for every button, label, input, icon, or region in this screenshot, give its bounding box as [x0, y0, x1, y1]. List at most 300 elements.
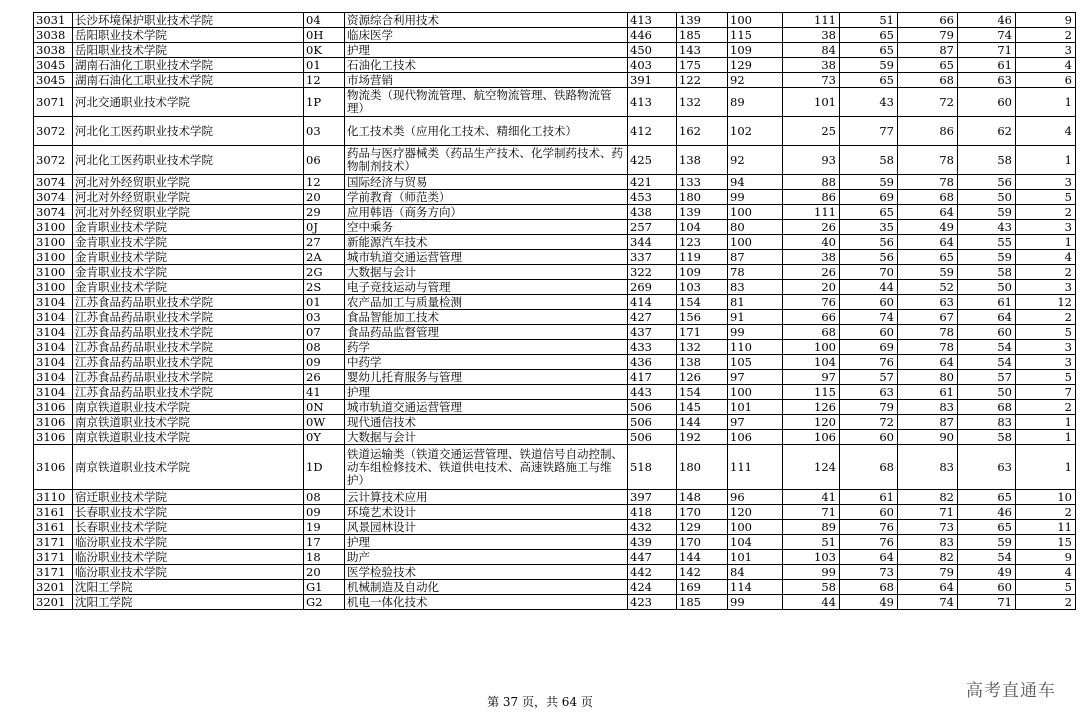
score-cell: 506	[628, 415, 677, 430]
school-code-cell: 3104	[34, 310, 73, 325]
score-cell: 438	[628, 205, 677, 220]
score-cell: 109	[677, 265, 728, 280]
table-row	[34, 580, 1076, 595]
school-code-cell: 3171	[34, 550, 73, 565]
score-cell: 63	[958, 73, 1016, 88]
count-cell: 1	[1016, 235, 1076, 250]
major-code-cell: 01	[304, 295, 345, 310]
table-row	[34, 505, 1076, 520]
major-code-cell: 20	[304, 565, 345, 580]
score-cell: 79	[898, 565, 958, 580]
score-cell: 64	[840, 550, 898, 565]
score-cell: 120	[783, 415, 840, 430]
major-code-cell: 08	[304, 340, 345, 355]
score-cell: 65	[958, 520, 1016, 535]
school-code-cell: 3106	[34, 445, 73, 490]
score-cell: 61	[840, 490, 898, 505]
score-cell: 40	[783, 235, 840, 250]
score-cell: 60	[958, 580, 1016, 595]
major-code-cell: 20	[304, 190, 345, 205]
table-row	[34, 175, 1076, 190]
score-cell: 56	[840, 235, 898, 250]
score-cell: 49	[958, 565, 1016, 580]
count-cell: 1	[1016, 88, 1076, 117]
school-code-cell: 3045	[34, 58, 73, 73]
score-cell: 432	[628, 520, 677, 535]
score-cell: 106	[783, 430, 840, 445]
count-cell: 3	[1016, 220, 1076, 235]
score-cell: 142	[677, 565, 728, 580]
score-cell: 100	[728, 205, 783, 220]
school-name-cell: 长春职业技术学院	[73, 505, 304, 520]
score-cell: 68	[958, 400, 1016, 415]
major-code-cell: 29	[304, 205, 345, 220]
count-cell: 2	[1016, 505, 1076, 520]
major-code-cell: 1D	[304, 445, 345, 490]
table-row	[34, 415, 1076, 430]
major-code-cell: 09	[304, 505, 345, 520]
major-name-cell: 医学检验技术	[345, 565, 628, 580]
score-cell: 70	[840, 265, 898, 280]
major-name-cell: 应用韩语（商务方向）	[345, 205, 628, 220]
score-cell: 73	[898, 520, 958, 535]
score-cell: 96	[728, 490, 783, 505]
school-code-cell: 3074	[34, 205, 73, 220]
score-cell: 433	[628, 340, 677, 355]
major-code-cell: 27	[304, 235, 345, 250]
score-cell: 427	[628, 310, 677, 325]
score-cell: 86	[898, 117, 958, 146]
school-name-cell: 宿迁职业技术学院	[73, 490, 304, 505]
count-cell: 2	[1016, 310, 1076, 325]
school-name-cell: 河北交通职业技术学院	[73, 88, 304, 117]
table-row	[34, 28, 1076, 43]
school-code-cell: 3106	[34, 415, 73, 430]
score-cell: 418	[628, 505, 677, 520]
table-row	[34, 13, 1076, 28]
score-cell: 162	[677, 117, 728, 146]
count-cell: 2	[1016, 400, 1076, 415]
score-cell: 185	[677, 595, 728, 610]
table-row	[34, 235, 1076, 250]
school-name-cell: 金肯职业技术学院	[73, 220, 304, 235]
score-cell: 104	[677, 220, 728, 235]
school-name-cell: 江苏食品药品职业技术学院	[73, 385, 304, 400]
score-cell: 61	[898, 385, 958, 400]
count-cell: 5	[1016, 325, 1076, 340]
table-row	[34, 73, 1076, 88]
score-cell: 518	[628, 445, 677, 490]
major-name-cell: 药学	[345, 340, 628, 355]
score-cell: 115	[783, 385, 840, 400]
score-cell: 57	[958, 370, 1016, 385]
score-cell: 35	[840, 220, 898, 235]
school-name-cell: 湖南石油化工职业技术学院	[73, 58, 304, 73]
school-name-cell: 江苏食品药品职业技术学院	[73, 355, 304, 370]
score-cell: 101	[728, 400, 783, 415]
score-cell: 100	[783, 340, 840, 355]
score-cell: 78	[898, 175, 958, 190]
score-cell: 73	[840, 565, 898, 580]
table-row	[34, 265, 1076, 280]
score-cell: 65	[840, 43, 898, 58]
score-cell: 97	[783, 370, 840, 385]
school-code-cell: 3106	[34, 430, 73, 445]
score-cell: 72	[898, 88, 958, 117]
score-cell: 171	[677, 325, 728, 340]
score-cell: 59	[958, 535, 1016, 550]
score-cell: 26	[783, 265, 840, 280]
score-cell: 56	[840, 250, 898, 265]
table-row	[34, 490, 1076, 505]
school-name-cell: 湖南石油化工职业技术学院	[73, 73, 304, 88]
school-code-cell: 3201	[34, 580, 73, 595]
score-cell: 138	[677, 355, 728, 370]
score-cell: 68	[898, 190, 958, 205]
major-code-cell: 19	[304, 520, 345, 535]
score-cell: 84	[783, 43, 840, 58]
score-cell: 61	[958, 58, 1016, 73]
major-code-cell: 41	[304, 385, 345, 400]
score-cell: 322	[628, 265, 677, 280]
major-name-cell: 药品与医疗器械类（药品生产技术、化学制药技术、药物制剂技术）	[345, 146, 628, 175]
count-cell: 15	[1016, 535, 1076, 550]
major-code-cell: 2G	[304, 265, 345, 280]
score-cell: 65	[840, 205, 898, 220]
count-cell: 1	[1016, 415, 1076, 430]
score-cell: 87	[898, 415, 958, 430]
score-cell: 403	[628, 58, 677, 73]
score-cell: 414	[628, 295, 677, 310]
score-cell: 46	[958, 505, 1016, 520]
score-cell: 59	[840, 175, 898, 190]
school-code-cell: 3038	[34, 28, 73, 43]
score-cell: 506	[628, 430, 677, 445]
school-name-cell: 河北对外经贸职业学院	[73, 190, 304, 205]
score-cell: 144	[677, 550, 728, 565]
score-cell: 68	[783, 325, 840, 340]
score-cell: 417	[628, 370, 677, 385]
score-cell: 58	[958, 146, 1016, 175]
score-cell: 106	[728, 430, 783, 445]
score-cell: 180	[677, 190, 728, 205]
table-row	[34, 325, 1076, 340]
school-name-cell: 临汾职业技术学院	[73, 535, 304, 550]
school-name-cell: 河北对外经贸职业学院	[73, 205, 304, 220]
table-row	[34, 88, 1076, 117]
score-cell: 143	[677, 43, 728, 58]
table-row	[34, 220, 1076, 235]
major-code-cell: 08	[304, 490, 345, 505]
school-name-cell: 南京铁道职业技术学院	[73, 400, 304, 415]
school-code-cell: 3171	[34, 535, 73, 550]
school-code-cell: 3104	[34, 355, 73, 370]
score-cell: 64	[898, 205, 958, 220]
score-cell: 51	[783, 535, 840, 550]
score-cell: 61	[958, 295, 1016, 310]
major-code-cell: 01	[304, 58, 345, 73]
major-name-cell: 电子竞技运动与管理	[345, 280, 628, 295]
school-name-cell: 岳阳职业技术学院	[73, 43, 304, 58]
score-cell: 138	[677, 146, 728, 175]
count-cell: 9	[1016, 13, 1076, 28]
score-cell: 175	[677, 58, 728, 73]
score-cell: 180	[677, 445, 728, 490]
score-cell: 74	[898, 595, 958, 610]
score-cell: 110	[728, 340, 783, 355]
score-cell: 79	[898, 28, 958, 43]
school-code-cell: 3072	[34, 117, 73, 146]
score-cell: 49	[898, 220, 958, 235]
count-cell: 5	[1016, 580, 1076, 595]
major-name-cell: 城市轨道交通运营管理	[345, 400, 628, 415]
admission-score-table	[33, 12, 1076, 610]
score-cell: 77	[840, 117, 898, 146]
score-cell: 62	[958, 117, 1016, 146]
table-row	[34, 595, 1076, 610]
major-name-cell: 市场营销	[345, 73, 628, 88]
score-cell: 60	[840, 430, 898, 445]
score-cell: 100	[728, 385, 783, 400]
score-cell: 100	[728, 520, 783, 535]
score-cell: 78	[728, 265, 783, 280]
score-cell: 145	[677, 400, 728, 415]
school-code-cell: 3104	[34, 385, 73, 400]
school-code-cell: 3110	[34, 490, 73, 505]
score-cell: 82	[898, 490, 958, 505]
school-name-cell: 金肯职业技术学院	[73, 235, 304, 250]
score-cell: 58	[783, 580, 840, 595]
major-code-cell: 07	[304, 325, 345, 340]
count-cell: 3	[1016, 340, 1076, 355]
score-cell: 100	[728, 235, 783, 250]
school-code-cell: 3100	[34, 280, 73, 295]
score-cell: 92	[728, 146, 783, 175]
major-code-cell: 12	[304, 73, 345, 88]
score-cell: 58	[840, 146, 898, 175]
major-name-cell: 农产品加工与质量检测	[345, 295, 628, 310]
school-code-cell: 3104	[34, 370, 73, 385]
watermark-text: 高考直通车	[966, 681, 1056, 701]
table-row	[34, 190, 1076, 205]
score-cell: 54	[958, 550, 1016, 565]
major-name-cell: 大数据与会计	[345, 265, 628, 280]
major-name-cell: 物流类（现代物流管理、航空物流管理、铁路物流管理）	[345, 88, 628, 117]
score-cell: 114	[728, 580, 783, 595]
major-name-cell: 护理	[345, 535, 628, 550]
score-cell: 54	[958, 355, 1016, 370]
school-name-cell: 沈阳工学院	[73, 580, 304, 595]
major-name-cell: 新能源汽车技术	[345, 235, 628, 250]
score-cell: 99	[728, 325, 783, 340]
major-code-cell: 0K	[304, 43, 345, 58]
score-cell: 80	[728, 220, 783, 235]
score-cell: 87	[728, 250, 783, 265]
score-cell: 78	[898, 325, 958, 340]
score-cell: 437	[628, 325, 677, 340]
table-row	[34, 520, 1076, 535]
major-code-cell: 0H	[304, 28, 345, 43]
score-cell: 103	[783, 550, 840, 565]
score-cell: 337	[628, 250, 677, 265]
count-cell: 6	[1016, 73, 1076, 88]
score-cell: 26	[783, 220, 840, 235]
score-cell: 105	[728, 355, 783, 370]
score-cell: 111	[783, 205, 840, 220]
major-code-cell: 17	[304, 535, 345, 550]
score-cell: 50	[958, 385, 1016, 400]
score-cell: 154	[677, 295, 728, 310]
score-cell: 100	[728, 13, 783, 28]
major-code-cell: G2	[304, 595, 345, 610]
score-cell: 60	[840, 505, 898, 520]
score-cell: 76	[840, 535, 898, 550]
score-cell: 425	[628, 146, 677, 175]
major-name-cell: 化工技术类（应用化工技术、精细化工技术）	[345, 117, 628, 146]
count-cell: 11	[1016, 520, 1076, 535]
school-name-cell: 江苏食品药品职业技术学院	[73, 295, 304, 310]
score-cell: 88	[783, 175, 840, 190]
count-cell: 7	[1016, 385, 1076, 400]
major-name-cell: 铁道运输类（铁道交通运营管理、铁道信号自动控制、动车组检修技术、铁道供电技术、高速铁路施工与维护）	[345, 445, 628, 490]
table-row	[34, 430, 1076, 445]
major-name-cell: 云计算技术应用	[345, 490, 628, 505]
school-name-cell: 南京铁道职业技术学院	[73, 430, 304, 445]
major-name-cell: 护理	[345, 43, 628, 58]
score-cell: 424	[628, 580, 677, 595]
score-cell: 122	[677, 73, 728, 88]
score-cell: 20	[783, 280, 840, 295]
count-cell: 3	[1016, 355, 1076, 370]
score-cell: 144	[677, 415, 728, 430]
score-cell: 126	[783, 400, 840, 415]
count-cell: 4	[1016, 58, 1076, 73]
major-code-cell: 0N	[304, 400, 345, 415]
score-cell: 50	[958, 190, 1016, 205]
score-cell: 59	[958, 250, 1016, 265]
score-cell: 66	[783, 310, 840, 325]
score-cell: 43	[958, 220, 1016, 235]
score-cell: 64	[958, 310, 1016, 325]
count-cell: 5	[1016, 370, 1076, 385]
major-name-cell: 学前教育（师范类）	[345, 190, 628, 205]
count-cell: 1	[1016, 445, 1076, 490]
school-name-cell: 临汾职业技术学院	[73, 550, 304, 565]
score-cell: 192	[677, 430, 728, 445]
school-code-cell: 3071	[34, 88, 73, 117]
major-name-cell: 食品药品监督管理	[345, 325, 628, 340]
major-name-cell: 临床医学	[345, 28, 628, 43]
score-cell: 148	[677, 490, 728, 505]
table-row	[34, 280, 1076, 295]
score-cell: 102	[728, 117, 783, 146]
school-name-cell: 河北化工医药职业技术学院	[73, 146, 304, 175]
score-cell: 78	[898, 146, 958, 175]
score-cell: 73	[783, 73, 840, 88]
school-code-cell: 3100	[34, 235, 73, 250]
score-cell: 423	[628, 595, 677, 610]
score-cell: 447	[628, 550, 677, 565]
school-name-cell: 长春职业技术学院	[73, 520, 304, 535]
score-cell: 101	[783, 88, 840, 117]
school-code-cell: 3074	[34, 190, 73, 205]
score-cell: 111	[783, 13, 840, 28]
page-footer: 第 37 页，共 64 页	[487, 695, 593, 709]
score-cell: 78	[898, 340, 958, 355]
score-cell: 139	[677, 205, 728, 220]
score-cell: 41	[783, 490, 840, 505]
major-code-cell: 2S	[304, 280, 345, 295]
score-cell: 68	[840, 445, 898, 490]
major-name-cell: 护理	[345, 385, 628, 400]
score-cell: 123	[677, 235, 728, 250]
score-cell: 76	[840, 355, 898, 370]
score-cell: 436	[628, 355, 677, 370]
score-cell: 92	[728, 73, 783, 88]
score-cell: 82	[898, 550, 958, 565]
major-name-cell: 婴幼儿托育服务与管理	[345, 370, 628, 385]
major-name-cell: 现代通信技术	[345, 415, 628, 430]
score-cell: 413	[628, 13, 677, 28]
score-cell: 119	[677, 250, 728, 265]
score-cell: 64	[898, 235, 958, 250]
table-row	[34, 550, 1076, 565]
score-cell: 443	[628, 385, 677, 400]
major-code-cell: 12	[304, 175, 345, 190]
table-row	[34, 295, 1076, 310]
score-cell: 413	[628, 88, 677, 117]
score-cell: 439	[628, 535, 677, 550]
score-cell: 111	[728, 445, 783, 490]
score-cell: 185	[677, 28, 728, 43]
table-row	[34, 370, 1076, 385]
score-cell: 506	[628, 400, 677, 415]
score-cell: 115	[728, 28, 783, 43]
count-cell: 3	[1016, 43, 1076, 58]
score-cell: 76	[783, 295, 840, 310]
score-cell: 79	[840, 400, 898, 415]
score-cell: 83	[898, 445, 958, 490]
major-name-cell: 助产	[345, 550, 628, 565]
score-cell: 83	[898, 400, 958, 415]
table-row	[34, 250, 1076, 265]
table-row	[34, 205, 1076, 220]
score-cell: 63	[840, 385, 898, 400]
school-name-cell: 江苏食品药品职业技术学院	[73, 310, 304, 325]
score-cell: 109	[728, 43, 783, 58]
score-cell: 344	[628, 235, 677, 250]
count-cell: 4	[1016, 565, 1076, 580]
score-cell: 64	[898, 580, 958, 595]
score-cell: 132	[677, 88, 728, 117]
score-cell: 63	[958, 445, 1016, 490]
count-cell: 2	[1016, 595, 1076, 610]
score-cell: 71	[898, 505, 958, 520]
score-cell: 103	[677, 280, 728, 295]
score-cell: 65	[840, 73, 898, 88]
table-body	[34, 13, 1076, 610]
count-cell: 1	[1016, 430, 1076, 445]
table-row	[34, 146, 1076, 175]
count-cell: 2	[1016, 28, 1076, 43]
score-cell: 67	[898, 310, 958, 325]
school-code-cell: 3045	[34, 73, 73, 88]
score-cell: 97	[728, 370, 783, 385]
count-cell: 1	[1016, 146, 1076, 175]
score-cell: 68	[898, 73, 958, 88]
school-code-cell: 3038	[34, 43, 73, 58]
score-cell: 391	[628, 73, 677, 88]
